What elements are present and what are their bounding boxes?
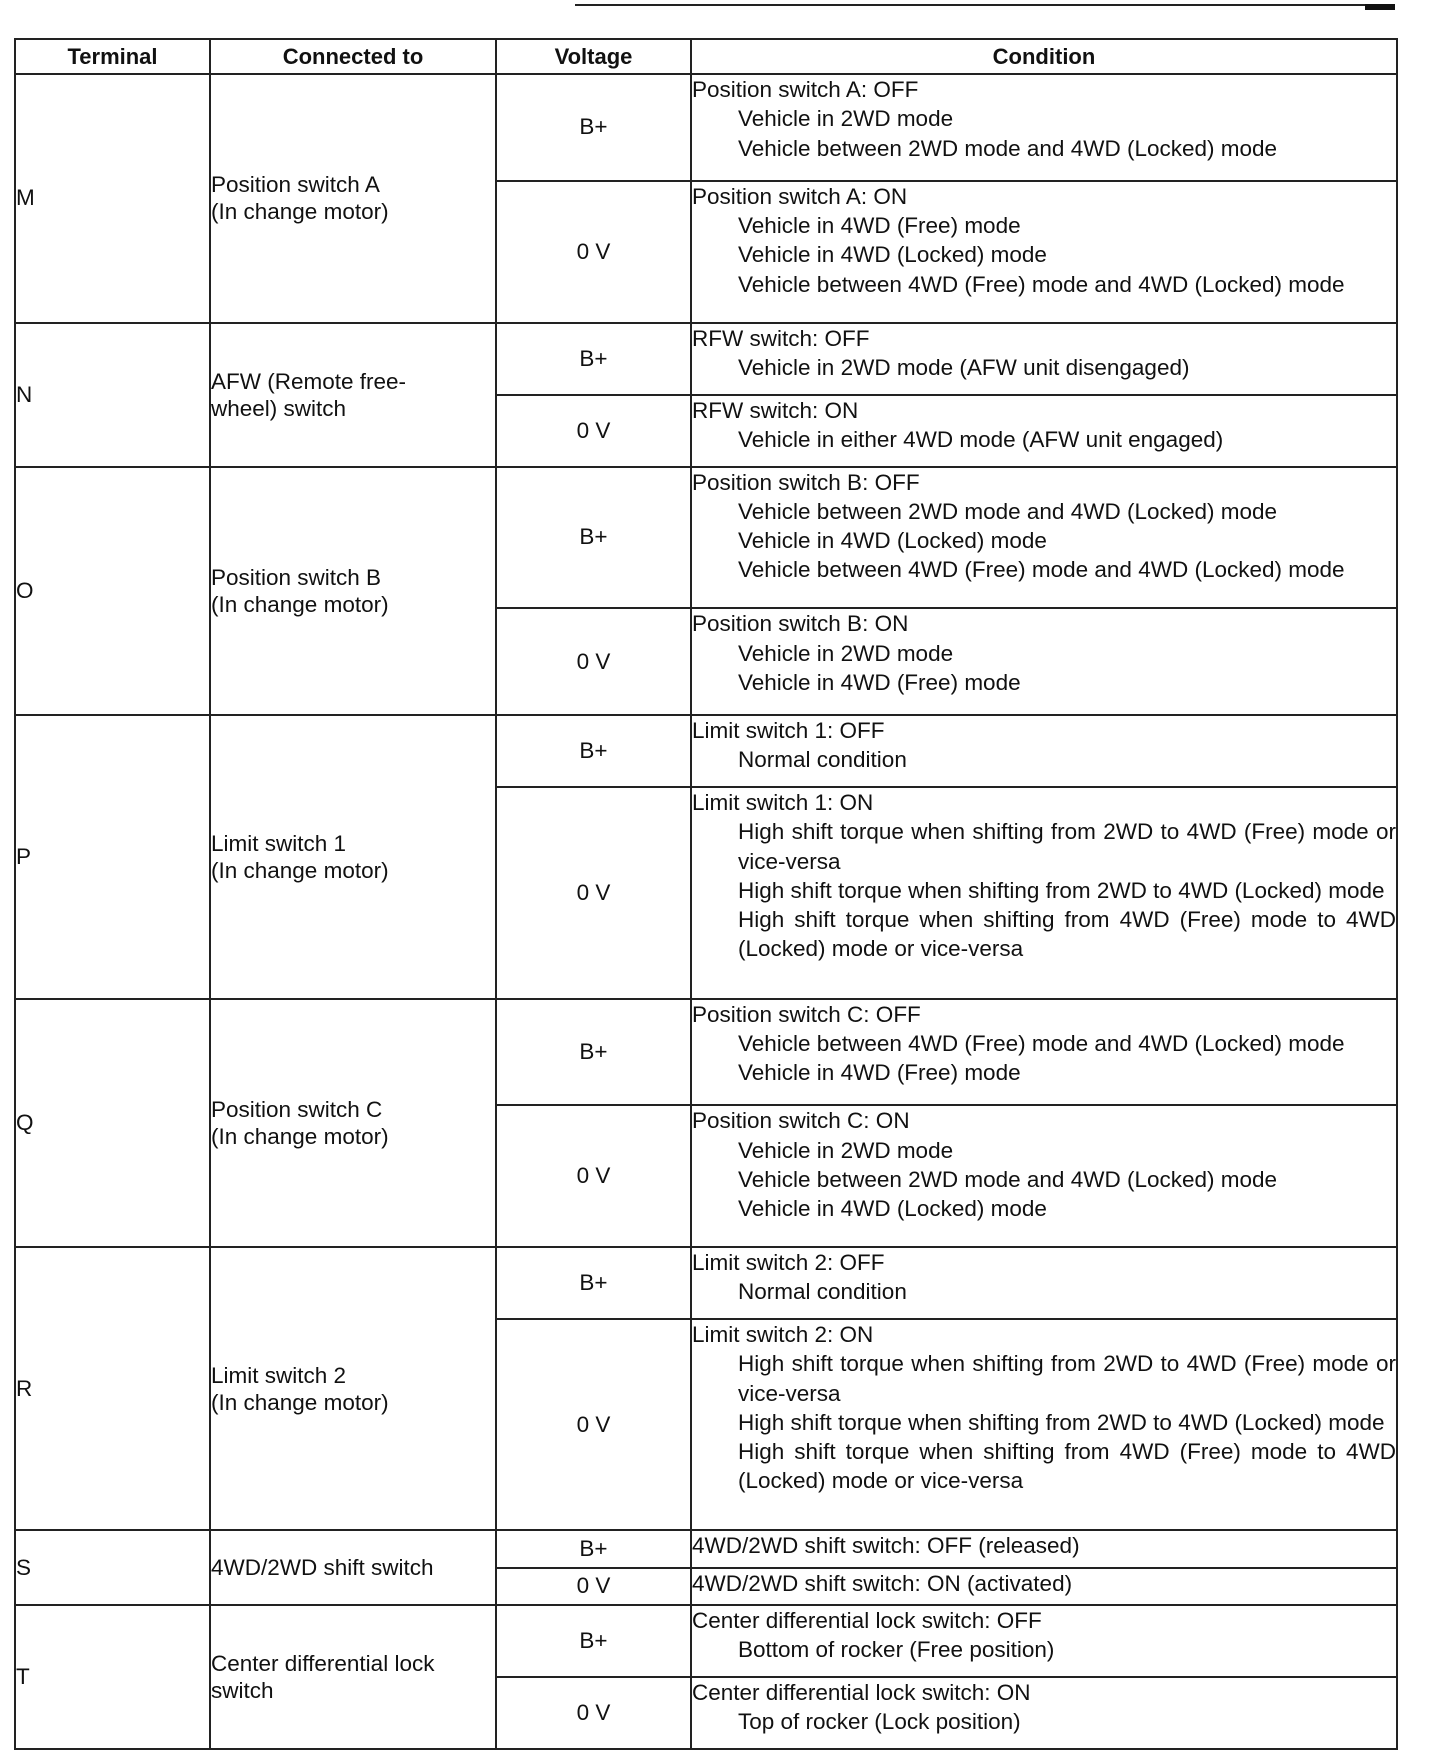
condition-heading: Limit switch 2: OFF: [692, 1250, 885, 1276]
voltage-cell: 0 V: [496, 608, 691, 715]
connected-to-cell: [210, 1530, 496, 1604]
condition-item: High shift torque when shifting from 2WD to 4WD (Locked) mode: [738, 877, 1385, 903]
condition-cell: [691, 787, 1397, 998]
condition-item: High shift torque when shifting from 2WD to 4WD (Free) mode or vice-versa: [738, 1351, 1396, 1406]
top-rule: [575, 4, 1395, 6]
terminal-cell: O: [15, 467, 210, 716]
voltage-cell: B+: [496, 74, 691, 181]
connected-to-line: (In change motor): [211, 1123, 389, 1149]
table-body: [15, 74, 1397, 1749]
condition-heading: Limit switch 1: OFF: [692, 718, 885, 744]
condition-cell: [691, 323, 1397, 395]
connected-to-line: 4WD/2WD shift switch: [211, 1555, 434, 1581]
connected-to-line: Limit switch 1: [211, 830, 347, 856]
condition-cell: [691, 395, 1397, 467]
connected-to-line: Position switch C: [211, 1096, 383, 1122]
condition-heading: 4WD/2WD shift switch: ON (activated): [692, 1570, 1073, 1596]
terminal-cell: Q: [15, 999, 210, 1248]
header-voltage: Voltage: [496, 39, 691, 74]
condition-item: Vehicle between 2WD mode and 4WD (Locked) mode: [738, 1166, 1278, 1192]
terminal-cell: R: [15, 1247, 210, 1530]
condition-item: Normal condition: [738, 1279, 907, 1305]
condition-item: High shift torque when shifting from 2WD to 4WD (Locked) mode: [738, 1409, 1385, 1435]
condition-heading: RFW switch: OFF: [692, 325, 870, 351]
condition-heading: Limit switch 2: ON: [692, 1322, 874, 1348]
connected-to-cell: [210, 323, 496, 467]
condition-heading: Position switch C: ON: [692, 1108, 910, 1134]
voltage-cell: B+: [496, 1605, 691, 1677]
condition-cell: [691, 1247, 1397, 1319]
condition-item: High shift torque when shifting from 4WD (Free) mode to 4WD (Locked) mode or vice-versa: [738, 1439, 1396, 1494]
connected-to-cell: [210, 467, 496, 716]
table-row: [15, 1605, 1397, 1677]
table-row: [15, 1530, 1397, 1567]
connected-to-line: Position switch B: [211, 564, 382, 590]
voltage-cell: 0 V: [496, 1105, 691, 1247]
connected-to-line: Center differential lock: [211, 1650, 435, 1676]
voltage-cell: B+: [496, 999, 691, 1106]
table-row: [15, 74, 1397, 181]
connected-to-line: (In change motor): [211, 857, 389, 883]
condition-heading: Position switch C: OFF: [692, 1001, 921, 1027]
table-row: [15, 999, 1397, 1106]
condition-cell: [691, 608, 1397, 715]
table-row: [15, 715, 1397, 787]
condition-item: Vehicle between 4WD (Free) mode and 4WD (Locked) mode: [738, 1030, 1345, 1056]
table-row: [15, 467, 1397, 609]
condition-item: Vehicle in 2WD mode: [738, 1137, 954, 1163]
condition-item: High shift torque when shifting from 2WD to 4WD (Free) mode or vice-versa: [738, 819, 1396, 874]
condition-item: Vehicle in 4WD (Free) mode: [738, 1060, 1021, 1086]
condition-item: High shift torque when shifting from 4WD (Free) mode to 4WD (Locked) mode or vice-versa: [738, 907, 1396, 962]
connected-to-cell: [210, 715, 496, 998]
condition-item: Vehicle between 4WD (Free) mode and 4WD (Locked) mode: [738, 557, 1345, 583]
condition-heading: Center differential lock switch: OFF: [692, 1607, 1042, 1633]
condition-heading: 4WD/2WD shift switch: OFF (released): [692, 1533, 1080, 1559]
condition-item: Vehicle in 4WD (Locked) mode: [738, 528, 1047, 554]
voltage-cell: 0 V: [496, 1677, 691, 1749]
condition-item: Vehicle in 2WD mode (AFW unit disengaged): [738, 354, 1190, 380]
voltage-cell: B+: [496, 1247, 691, 1319]
header-terminal: Terminal: [15, 39, 210, 74]
top-tab-mark: [1365, 4, 1395, 10]
voltage-cell: B+: [496, 467, 691, 609]
terminal-voltage-table: [14, 38, 1398, 1750]
condition-item: Vehicle between 2WD mode and 4WD (Locked) mode: [738, 135, 1278, 161]
voltage-cell: 0 V: [496, 1319, 691, 1530]
connected-to-line: (In change motor): [211, 199, 389, 225]
condition-cell: [691, 715, 1397, 787]
header-condition: Condition: [691, 39, 1397, 74]
header-row: [15, 39, 1397, 74]
connected-to-line: switch: [211, 1677, 274, 1703]
condition-cell: [691, 1677, 1397, 1749]
voltage-cell: B+: [496, 323, 691, 395]
condition-heading: Position switch B: ON: [692, 611, 909, 637]
condition-item: Bottom of rocker (Free position): [738, 1637, 1055, 1663]
connected-to-line: Limit switch 2: [211, 1362, 347, 1388]
condition-heading: Position switch A: ON: [692, 183, 908, 209]
condition-item: Vehicle in 4WD (Free) mode: [738, 669, 1021, 695]
condition-heading: Position switch A: OFF: [692, 77, 919, 102]
voltage-cell: 0 V: [496, 1568, 691, 1605]
table-row: [15, 323, 1397, 395]
condition-item: Vehicle in either 4WD mode (AFW unit engaged): [738, 426, 1224, 452]
terminal-cell: M: [15, 74, 210, 323]
condition-item: Vehicle in 4WD (Locked) mode: [738, 1196, 1047, 1222]
voltage-cell: 0 V: [496, 181, 691, 323]
condition-item: Vehicle in 2WD mode: [738, 640, 954, 666]
condition-item: Vehicle in 2WD mode: [738, 106, 954, 132]
condition-item: Vehicle between 2WD mode and 4WD (Locked) mode: [738, 498, 1278, 524]
terminal-cell: T: [15, 1605, 210, 1749]
connected-to-line: (In change motor): [211, 1389, 389, 1415]
connected-to-line: wheel) switch: [211, 395, 347, 421]
connected-to-cell: [210, 999, 496, 1248]
condition-item: Vehicle in 4WD (Locked) mode: [738, 242, 1047, 268]
voltage-cell: B+: [496, 715, 691, 787]
condition-cell: [691, 181, 1397, 323]
voltage-cell: B+: [496, 1530, 691, 1567]
connected-to-line: AFW (Remote free-: [211, 368, 407, 394]
condition-heading: Center differential lock switch: ON: [692, 1679, 1031, 1705]
condition-cell: [691, 467, 1397, 609]
condition-item: Vehicle between 4WD (Free) mode and 4WD (Locked) mode: [738, 271, 1345, 297]
condition-item: Normal condition: [738, 747, 907, 773]
condition-item: Vehicle in 4WD (Free) mode: [738, 213, 1021, 239]
connected-to-line: Position switch A: [211, 172, 380, 198]
connected-to-cell: [210, 1605, 496, 1749]
condition-cell: [691, 74, 1397, 181]
condition-item: Top of rocker (Lock position): [738, 1709, 1021, 1735]
condition-heading: RFW switch: ON: [692, 397, 859, 423]
condition-cell: [691, 1319, 1397, 1530]
voltage-cell: 0 V: [496, 395, 691, 467]
condition-cell: [691, 1530, 1397, 1567]
condition-heading: Limit switch 1: ON: [692, 790, 874, 816]
condition-heading: Position switch B: OFF: [692, 469, 920, 495]
condition-cell: [691, 1568, 1397, 1605]
connected-to-line: (In change motor): [211, 591, 389, 617]
condition-cell: [691, 1605, 1397, 1677]
terminal-cell: S: [15, 1530, 210, 1604]
header-connected-to: Connected to: [210, 39, 496, 74]
condition-cell: [691, 1105, 1397, 1247]
table-row: [15, 1247, 1397, 1319]
connected-to-cell: [210, 74, 496, 323]
connected-to-cell: [210, 1247, 496, 1530]
voltage-cell: 0 V: [496, 787, 691, 998]
terminal-cell: P: [15, 715, 210, 998]
terminal-cell: N: [15, 323, 210, 467]
condition-cell: [691, 999, 1397, 1106]
